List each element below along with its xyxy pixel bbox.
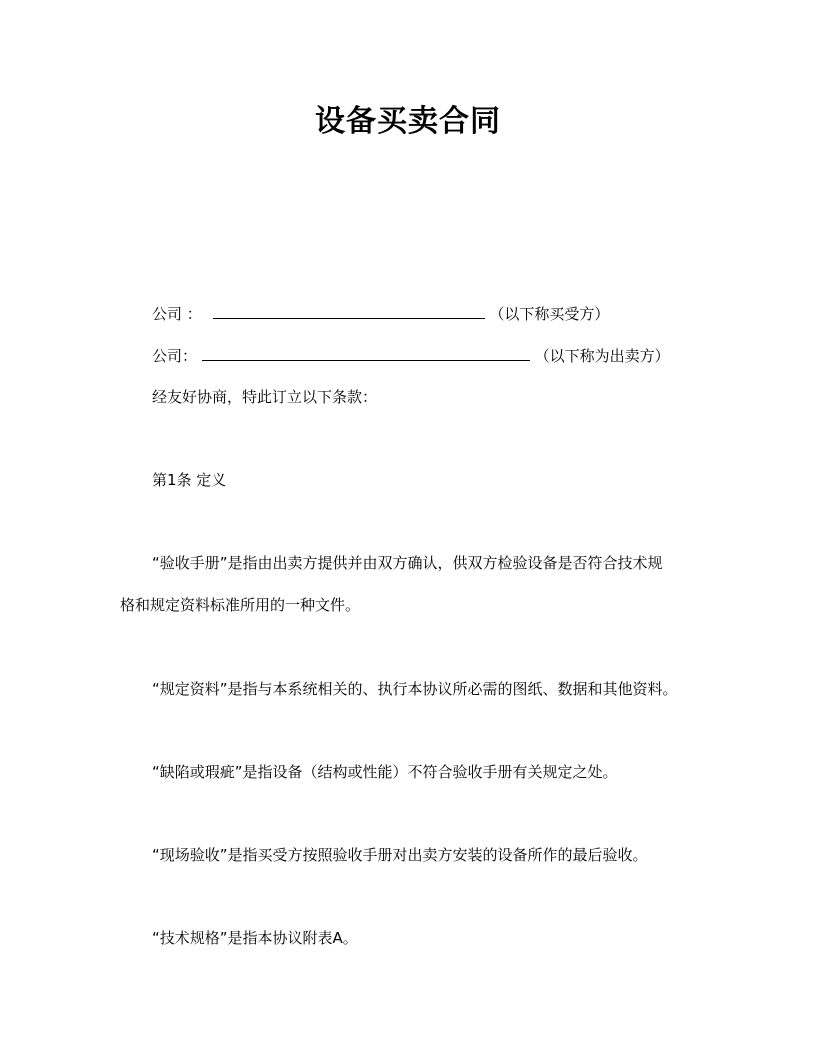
- buyer-label: 公司 ：: [152, 305, 202, 323]
- buyer-name-blank[interactable]: [213, 304, 485, 319]
- document-title: 设备买卖合同: [315, 104, 501, 139]
- seller-name-blank[interactable]: [202, 346, 530, 361]
- definition-defect: “缺陷或瑕疵”是指设备（结构或性能）不符合验收手册有关规定之处。: [152, 763, 618, 781]
- buyer-suffix: （以下称买受方）: [489, 305, 610, 323]
- definition-site-acceptance: “现场验收”是指买受方按照验收手册对出卖方安装的设备所作的最后验收。: [152, 846, 648, 864]
- definition-acceptance-manual: “验收手册”是指由出卖方提供并由双方确认，供双方检验设备是否符合技术规: [152, 554, 663, 572]
- definition-acceptance-manual-cont: 格和规定资料标准所用的一种文件。: [120, 596, 361, 614]
- buyer-party-line: [152, 304, 609, 324]
- seller-suffix: （以下称为出卖方）: [534, 347, 670, 365]
- definition-specified-data: “规定资料”是指与本系统相关的、执行本协议所必需的图纸、数据和其他资料。: [152, 680, 678, 698]
- definition-technical-spec: “技术规格”是指本协议附表A。: [152, 929, 358, 947]
- seller-label: 公司：: [152, 347, 198, 365]
- intro-text: 经友好协商，特此订立以下条款：: [152, 388, 378, 406]
- article-1-heading: 第1条 定义: [152, 471, 227, 489]
- seller-party-line: [152, 346, 670, 366]
